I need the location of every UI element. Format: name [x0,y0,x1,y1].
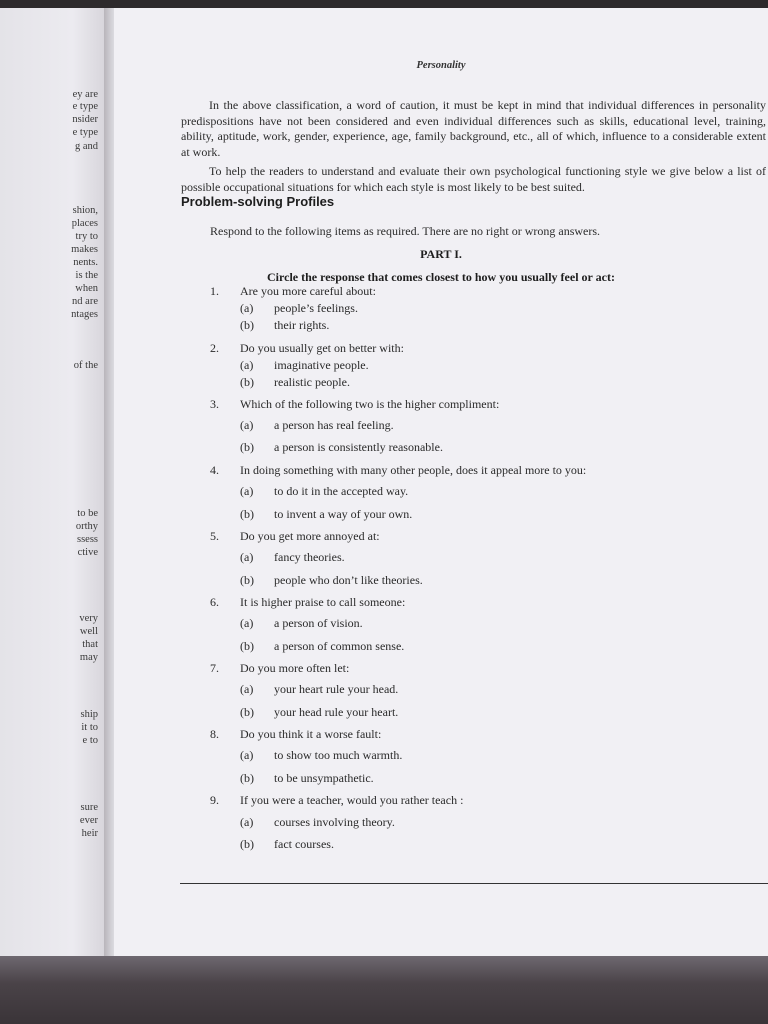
paragraph-caution: In the above classification, a word of caution, it must be kept in mind that individual differences in personality predispositions have not been considered and even individual differences such as skills, educational level, training, ability, aptitude, work, gender, experience, age, family background, etc., all of which, influence to a considerable extent at work. [181,98,766,159]
question-text: Do you think it a worse fault: [240,727,382,741]
option-label[interactable]: (a) [240,748,254,762]
scanner-top-edge [0,0,768,8]
part-title: PART I. [420,247,462,261]
book-page [114,8,768,956]
left-page-text-fragment: e type [72,101,98,112]
question-text: It is higher praise to call someone: [240,595,406,609]
left-page-text-fragment: may [79,652,98,663]
question-text: Are you more careful about: [240,284,376,298]
part-instruction: Circle the response that comes closest to how you usually feel or act: [267,270,615,284]
option-text[interactable]: people who don’t like theories. [274,573,423,587]
option-text[interactable]: their rights. [274,318,330,332]
left-page-text-fragment: it to [81,722,98,733]
scanner-bottom-edge [0,956,768,1024]
facing-left-page [0,8,104,956]
option-text[interactable]: courses involving theory. [274,815,395,829]
option-label[interactable]: (a) [240,301,254,315]
instructions: Respond to the following items as required. There are no right or wrong answers. [210,224,601,238]
left-page-text-fragment: sure [80,802,98,813]
left-page-text-fragment: orthy [75,521,98,532]
option-label[interactable]: (a) [240,358,254,372]
option-label[interactable]: (a) [240,550,254,564]
option-label[interactable]: (b) [240,771,254,785]
left-page-text-fragment: heir [81,828,98,839]
option-label[interactable]: (b) [240,440,254,454]
left-page-text-fragment: try to [75,231,98,242]
left-page-text-fragment: that [82,639,98,650]
question-text: Which of the following two is the higher compliment: [240,397,500,411]
question-text: Do you usually get on better with: [240,341,404,355]
left-page-text-fragment: e to [82,735,98,746]
running-head: Personality [416,60,466,71]
option-label[interactable]: (a) [240,815,254,829]
question-number: 4. [210,463,219,477]
option-label[interactable]: (b) [240,705,254,719]
question-text: Do you get more annoyed at: [240,529,380,543]
option-text[interactable]: a person is consistently reasonable. [274,440,443,454]
left-page-text-fragment: g and [74,141,98,152]
left-page-text-fragment: is the [75,270,98,281]
option-text[interactable]: a person of vision. [274,616,363,630]
option-label[interactable]: (a) [240,418,254,432]
question-text: In doing something with many other people, does it appeal more to you: [240,463,587,477]
left-page-text-fragment: places [71,218,98,229]
option-text[interactable]: imaginative people. [274,358,369,372]
left-page-text-fragment: ever [79,815,98,826]
option-label[interactable]: (b) [240,318,254,332]
left-page-text-fragment: when [75,283,98,294]
left-page-text-fragment: makes [71,244,98,255]
option-text[interactable]: people’s feelings. [274,301,358,315]
book-gutter [104,8,114,956]
left-page-text-fragment: e type [72,127,98,138]
option-text[interactable]: to show too much warmth. [274,748,403,762]
question-number: 6. [210,595,219,609]
question-number: 5. [210,529,219,543]
left-page-text-fragment: ssess [76,534,98,545]
option-text[interactable]: your head rule your heart. [274,705,399,719]
option-label[interactable]: (b) [240,639,254,653]
option-label[interactable]: (a) [240,616,254,630]
option-text[interactable]: your heart rule your head. [274,682,399,696]
left-page-text-fragment: ctive [77,547,98,558]
question-number: 7. [210,661,219,675]
option-text[interactable]: a person has real feeling. [274,418,394,432]
question-number: 1. [210,284,219,298]
option-label[interactable]: (b) [240,507,254,521]
question-number: 3. [210,397,219,411]
option-text[interactable]: fancy theories. [274,550,345,564]
option-label[interactable]: (b) [240,573,254,587]
option-text[interactable]: a person of common sense. [274,639,405,653]
left-page-text-fragment: nsider [72,114,98,125]
left-page-text-fragment: shion, [72,205,98,216]
question-text: If you were a teacher, would you rather teach : [240,793,464,807]
left-page-text-fragment: ntages [71,309,98,320]
left-page-text-fragment: nents. [73,257,98,268]
option-label[interactable]: (b) [240,375,254,389]
option-label[interactable]: (b) [240,837,254,851]
left-page-text-fragment: to be [77,508,98,519]
option-text[interactable]: to do it in the accepted way. [274,484,409,498]
section-title: Problem-solving Profiles [181,194,335,209]
left-page-text-fragment: well [79,626,98,637]
question-number: 9. [210,793,219,807]
question-number: 2. [210,341,219,355]
paragraph-intro: To help the readers to understand and evaluate their own psychological functioning style we give below a list of possible occupational situations for which each style is most likely to be best suited. [181,164,766,194]
option-text[interactable]: to invent a way of your own. [274,507,413,521]
option-label[interactable]: (a) [240,484,254,498]
option-text[interactable]: realistic people. [274,375,350,389]
bottom-rule [180,883,768,884]
option-text[interactable]: to be unsympathetic. [274,771,374,785]
left-page-text-fragment: of the [73,360,98,371]
question-text: Do you more often let: [240,661,350,675]
left-page-text-fragment: very [79,613,98,624]
option-label[interactable]: (a) [240,682,254,696]
left-page-text-fragment: ey are [72,89,98,100]
left-page-text-fragment: nd are [72,296,98,307]
question-number: 8. [210,727,219,741]
option-text[interactable]: fact courses. [274,837,334,851]
left-page-text-fragment: ship [80,709,98,720]
